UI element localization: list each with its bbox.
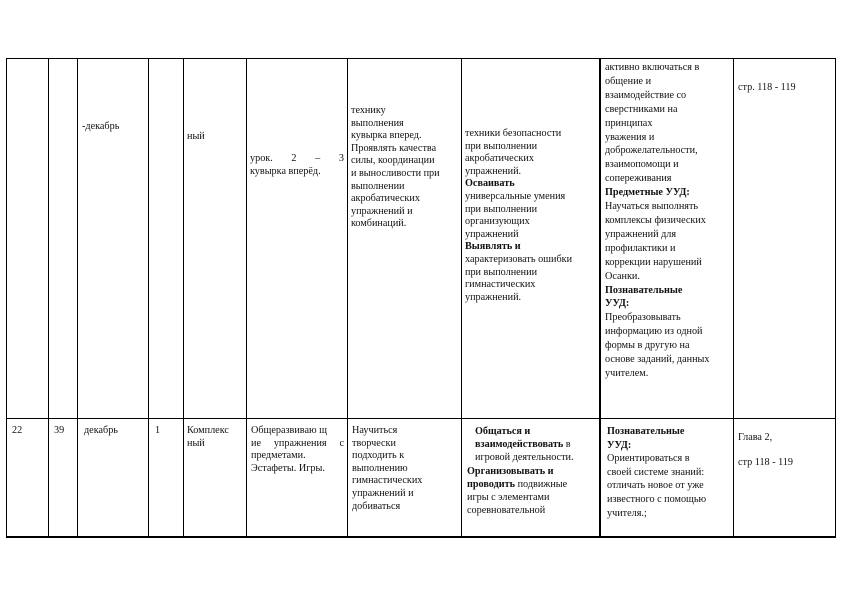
month-text: декабрь: [84, 425, 118, 436]
uud-line: активно включаться в: [605, 62, 700, 73]
content-line: Эстафеты. Игры.: [251, 462, 325, 474]
activity-line: акробатических: [465, 153, 534, 165]
uud-line: Научаться выполнять: [605, 201, 699, 213]
row1-content: [250, 153, 344, 178]
col-border: [48, 58, 49, 537]
row-divider: [6, 418, 836, 419]
row1-activities: [465, 128, 597, 304]
goals-line: упражнений и: [352, 487, 414, 499]
row2-number: [12, 425, 46, 438]
col-border: [733, 58, 734, 537]
goals-line: упражнений и: [351, 205, 413, 217]
goals-line: и выносливости при: [351, 167, 440, 179]
activity-line: гимнастических: [465, 279, 536, 291]
uud-line-bold: Познавательные: [607, 426, 685, 437]
row2-goals: [352, 425, 459, 513]
uud-line: учителем.: [605, 367, 649, 379]
uud-line: Преобразовывать: [605, 312, 681, 324]
activity-tail-part: в: [563, 439, 571, 451]
table-bottom-border: [6, 536, 836, 538]
col-border: [183, 58, 184, 537]
uud-line: взаимопомощи и: [605, 159, 679, 171]
uud-line: Ориентироваться в: [607, 453, 690, 465]
lesson-type-line: Комплекс: [187, 425, 229, 436]
row1-lesson-type: [187, 131, 244, 144]
activity-line-bold: Выявлять и: [465, 241, 521, 253]
uud-line: формы в другую на: [605, 340, 690, 352]
goals-line: Проявлять качества: [351, 142, 437, 154]
activity-line: при выполнении: [465, 140, 538, 152]
content-line: ие упражнения с: [251, 437, 344, 449]
col-border: [835, 58, 836, 537]
row1-month: [82, 121, 146, 134]
lesson-number-text: 39: [54, 425, 65, 436]
activity-line-bold: Организовывать и: [467, 465, 554, 477]
goals-line: акробатических: [351, 193, 420, 205]
row2-uud: [607, 425, 731, 520]
activity-line: упражнений.: [465, 165, 522, 177]
uud-line: профилактики и: [605, 242, 676, 254]
row-number-text: 22: [12, 425, 23, 436]
uud-line: основе заданий, данных: [605, 354, 710, 366]
activity-line-mixed: [467, 438, 597, 451]
uud-line: упражнений для: [605, 228, 677, 240]
activity-bold-part: проводить: [467, 478, 516, 490]
uud-line: своей системе знаний:: [607, 466, 705, 478]
uud-line: информацию из одной: [605, 326, 703, 338]
col-border: [599, 58, 601, 537]
content-line: урок. 2 – 3: [250, 153, 344, 164]
activity-line: при выполнении: [465, 203, 538, 215]
col-border: [246, 58, 247, 537]
uud-line: сопереживания: [605, 173, 672, 185]
uud-line-bold: УУД:: [607, 439, 632, 451]
activity-bold-part: взаимодействовать: [475, 439, 564, 451]
uud-line: взаимодействие со: [605, 89, 687, 101]
row1-uud: [605, 61, 731, 381]
col-border: [6, 58, 7, 537]
row2-hours: [155, 425, 181, 438]
activity-line: организующих: [465, 216, 530, 228]
content-line: предметами.: [251, 450, 306, 462]
goals-line: силы, координации: [351, 155, 435, 167]
activity-line: игры с элементами: [467, 492, 550, 504]
row2-lesson-number: [54, 425, 76, 438]
lesson-type-text: ный: [187, 131, 205, 142]
row2-month: [84, 425, 146, 438]
reference-line: Глава 2,: [738, 432, 773, 443]
hours-text: 1: [155, 425, 161, 436]
uud-line: учителя.;: [607, 507, 647, 519]
row2-activities: [467, 425, 597, 517]
goals-line: Научиться: [352, 425, 398, 436]
activity-line-bold: Осваивать: [465, 178, 515, 190]
content-line: кувырка вперёд.: [250, 165, 321, 177]
goals-line: кувырка вперед.: [351, 130, 422, 142]
table-top-border: [6, 58, 836, 59]
goals-line: добиваться: [352, 500, 401, 512]
uud-line: принципах: [605, 117, 653, 129]
col-border: [461, 58, 462, 537]
activity-line: характеризовать ошибки: [465, 253, 573, 265]
uud-line: известного с помощью: [607, 493, 707, 505]
activity-line: игровой деятельности.: [475, 452, 574, 464]
goals-line: подходить к: [352, 450, 405, 462]
uud-line: отличать новое от уже: [607, 480, 704, 492]
uud-line: общение и: [605, 75, 652, 87]
uud-line: сверстниками на: [605, 103, 678, 115]
row2-lesson-type: [187, 425, 245, 450]
goals-line: гимнастических: [352, 475, 423, 487]
uud-line: Осанки.: [605, 270, 640, 282]
activity-line: соревновательной: [467, 505, 546, 517]
uud-line-bold: Познавательные: [605, 284, 683, 296]
goals-line: творчески: [352, 437, 396, 449]
row1-reference: [738, 82, 833, 95]
reference-text: стр. 118 - 119: [738, 82, 796, 93]
uud-line: доброжелательности,: [605, 145, 698, 157]
activity-line: упражнений.: [465, 291, 522, 303]
activity-line: при выполнении: [465, 266, 538, 278]
uud-line: коррекции нарушений: [605, 256, 702, 268]
uud-line-bold: УУД:: [605, 298, 630, 310]
goals-line: выполнению: [352, 462, 408, 474]
uud-line-bold: Предметные УУД:: [605, 187, 690, 199]
activity-tail-part: подвижные: [515, 478, 568, 490]
month-text: -декабрь: [82, 121, 120, 132]
col-border: [148, 58, 149, 537]
goals-line: выполнения: [351, 117, 404, 129]
activity-line: универсальные умения: [465, 190, 566, 202]
goals-line: технику: [351, 105, 386, 116]
row1-goals: [351, 105, 459, 231]
goals-line: выполнении: [351, 180, 405, 192]
activity-line: упражнений: [465, 228, 519, 240]
row2-reference: [738, 425, 833, 475]
col-border: [347, 58, 348, 537]
activity-line-bold: Общаться и: [475, 426, 531, 437]
reference-line: стр 118 - 119: [738, 457, 794, 468]
col-border: [77, 58, 78, 537]
content-line: Общеразвиваю щ: [251, 425, 328, 436]
row2-content: [251, 425, 344, 475]
uud-line: комплексы физических: [605, 214, 706, 226]
lesson-type-line: ный: [187, 437, 205, 449]
activity-line: техники безопасности: [465, 128, 562, 139]
goals-line: комбинаций.: [351, 218, 407, 230]
uud-line: уважения и: [605, 131, 655, 143]
activity-line-mixed: [467, 478, 597, 491]
